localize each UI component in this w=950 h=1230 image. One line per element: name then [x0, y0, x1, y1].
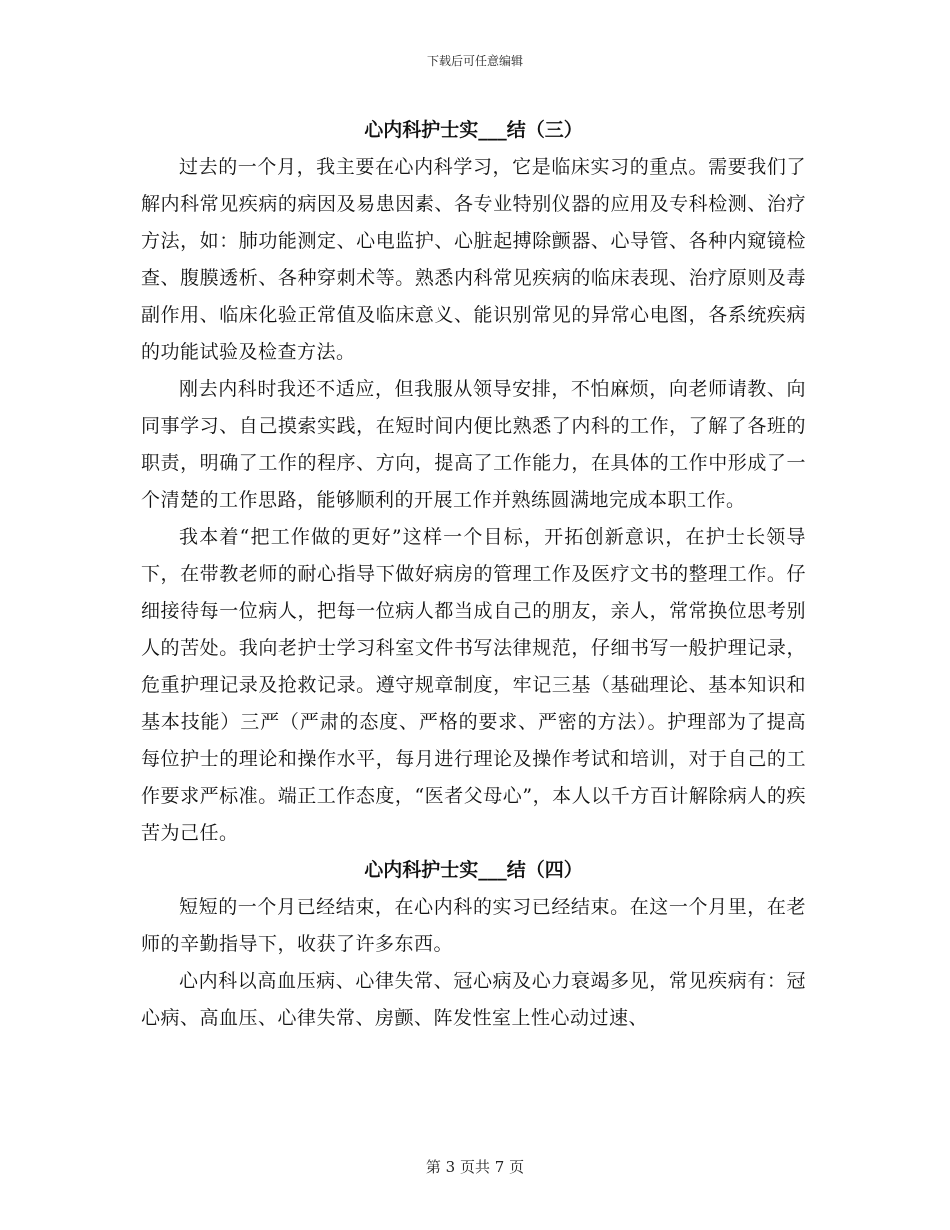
paragraph: 刚去内科时我还不适应，但我服从领导安排，不怕麻烦，向老师请教、向同事学习、自己摸索实践，在短时间内便比熟悉了内科的工作，了解了各班的职责，明确了工作的程序、方向，提高了工作能力，在具体的工作中形成了一个清楚的工作思路，能够顺利的开展工作并熟练圆满地完成本职工作。	[141, 378, 806, 511]
paragraph: 过去的一个月，我主要在心内科学习，它是临床实习的重点。需要我们了解内科常见疾病的病因及易患因素、各专业特别仪器的应用及专科检测、治疗方法，如：肺功能测定、心电监护、心脏起搏除颤器、心导管、各种内窥镜检查、腹膜透析、各种穿刺术等。熟悉内科常见疾病的临床表现、治疗原则及毒副作用、临床化验正常值及临床意义、能识别常见的异常心电图，各系统疾病的功能试验及检查方法。	[141, 156, 806, 363]
paragraph: 我本着“把工作做的更好”这样一个目标，开拓创新意识，在护士长领导下，在带教老师的耐心指导下做好病房的管理工作及医疗文书的整理工作。仔细接待每一位病人，把每一位病人都当成自己的朋友，亲人，常常换位思考别人的苦处。我向老护士学习科室文件书写法律规范，仔细书写一般护理记录，危重护理记录及抢救记录。遵守规章制度，牢记三基（基础理论、基本知识和基本技能）三严（严肃的态度、严格的要求、严密的方法）。护理部为了提高每位护士的理论和操作水平，每月进行理论及操作考试和培训，对于自己的工作要求严标准。端正工作态度，“医者父母心”，本人以千方百计解除病人的疾苦为己任。	[141, 526, 806, 844]
paragraph: 心内科以高血压病、心律失常、冠心病及心力衰竭多见，常见疾病有：冠心病、高血压、心律失常、房颤、阵发性室上性心动过速、	[141, 970, 806, 1029]
paragraph: 短短的一个月已经结束，在心内科的实习已经结束。在这一个月里，在老师的辛勤指导下，收获了许多东西。	[141, 896, 806, 955]
page-number: 第 3 页共 7 页	[425, 1158, 525, 1176]
page-header: 下载后可任意编辑	[426, 54, 523, 68]
section-title-4: 心内科护士实___结（四）	[364, 859, 583, 881]
document-body	[141, 112, 806, 1037]
section-title-3: 心内科护士实___结（三）	[364, 119, 583, 141]
